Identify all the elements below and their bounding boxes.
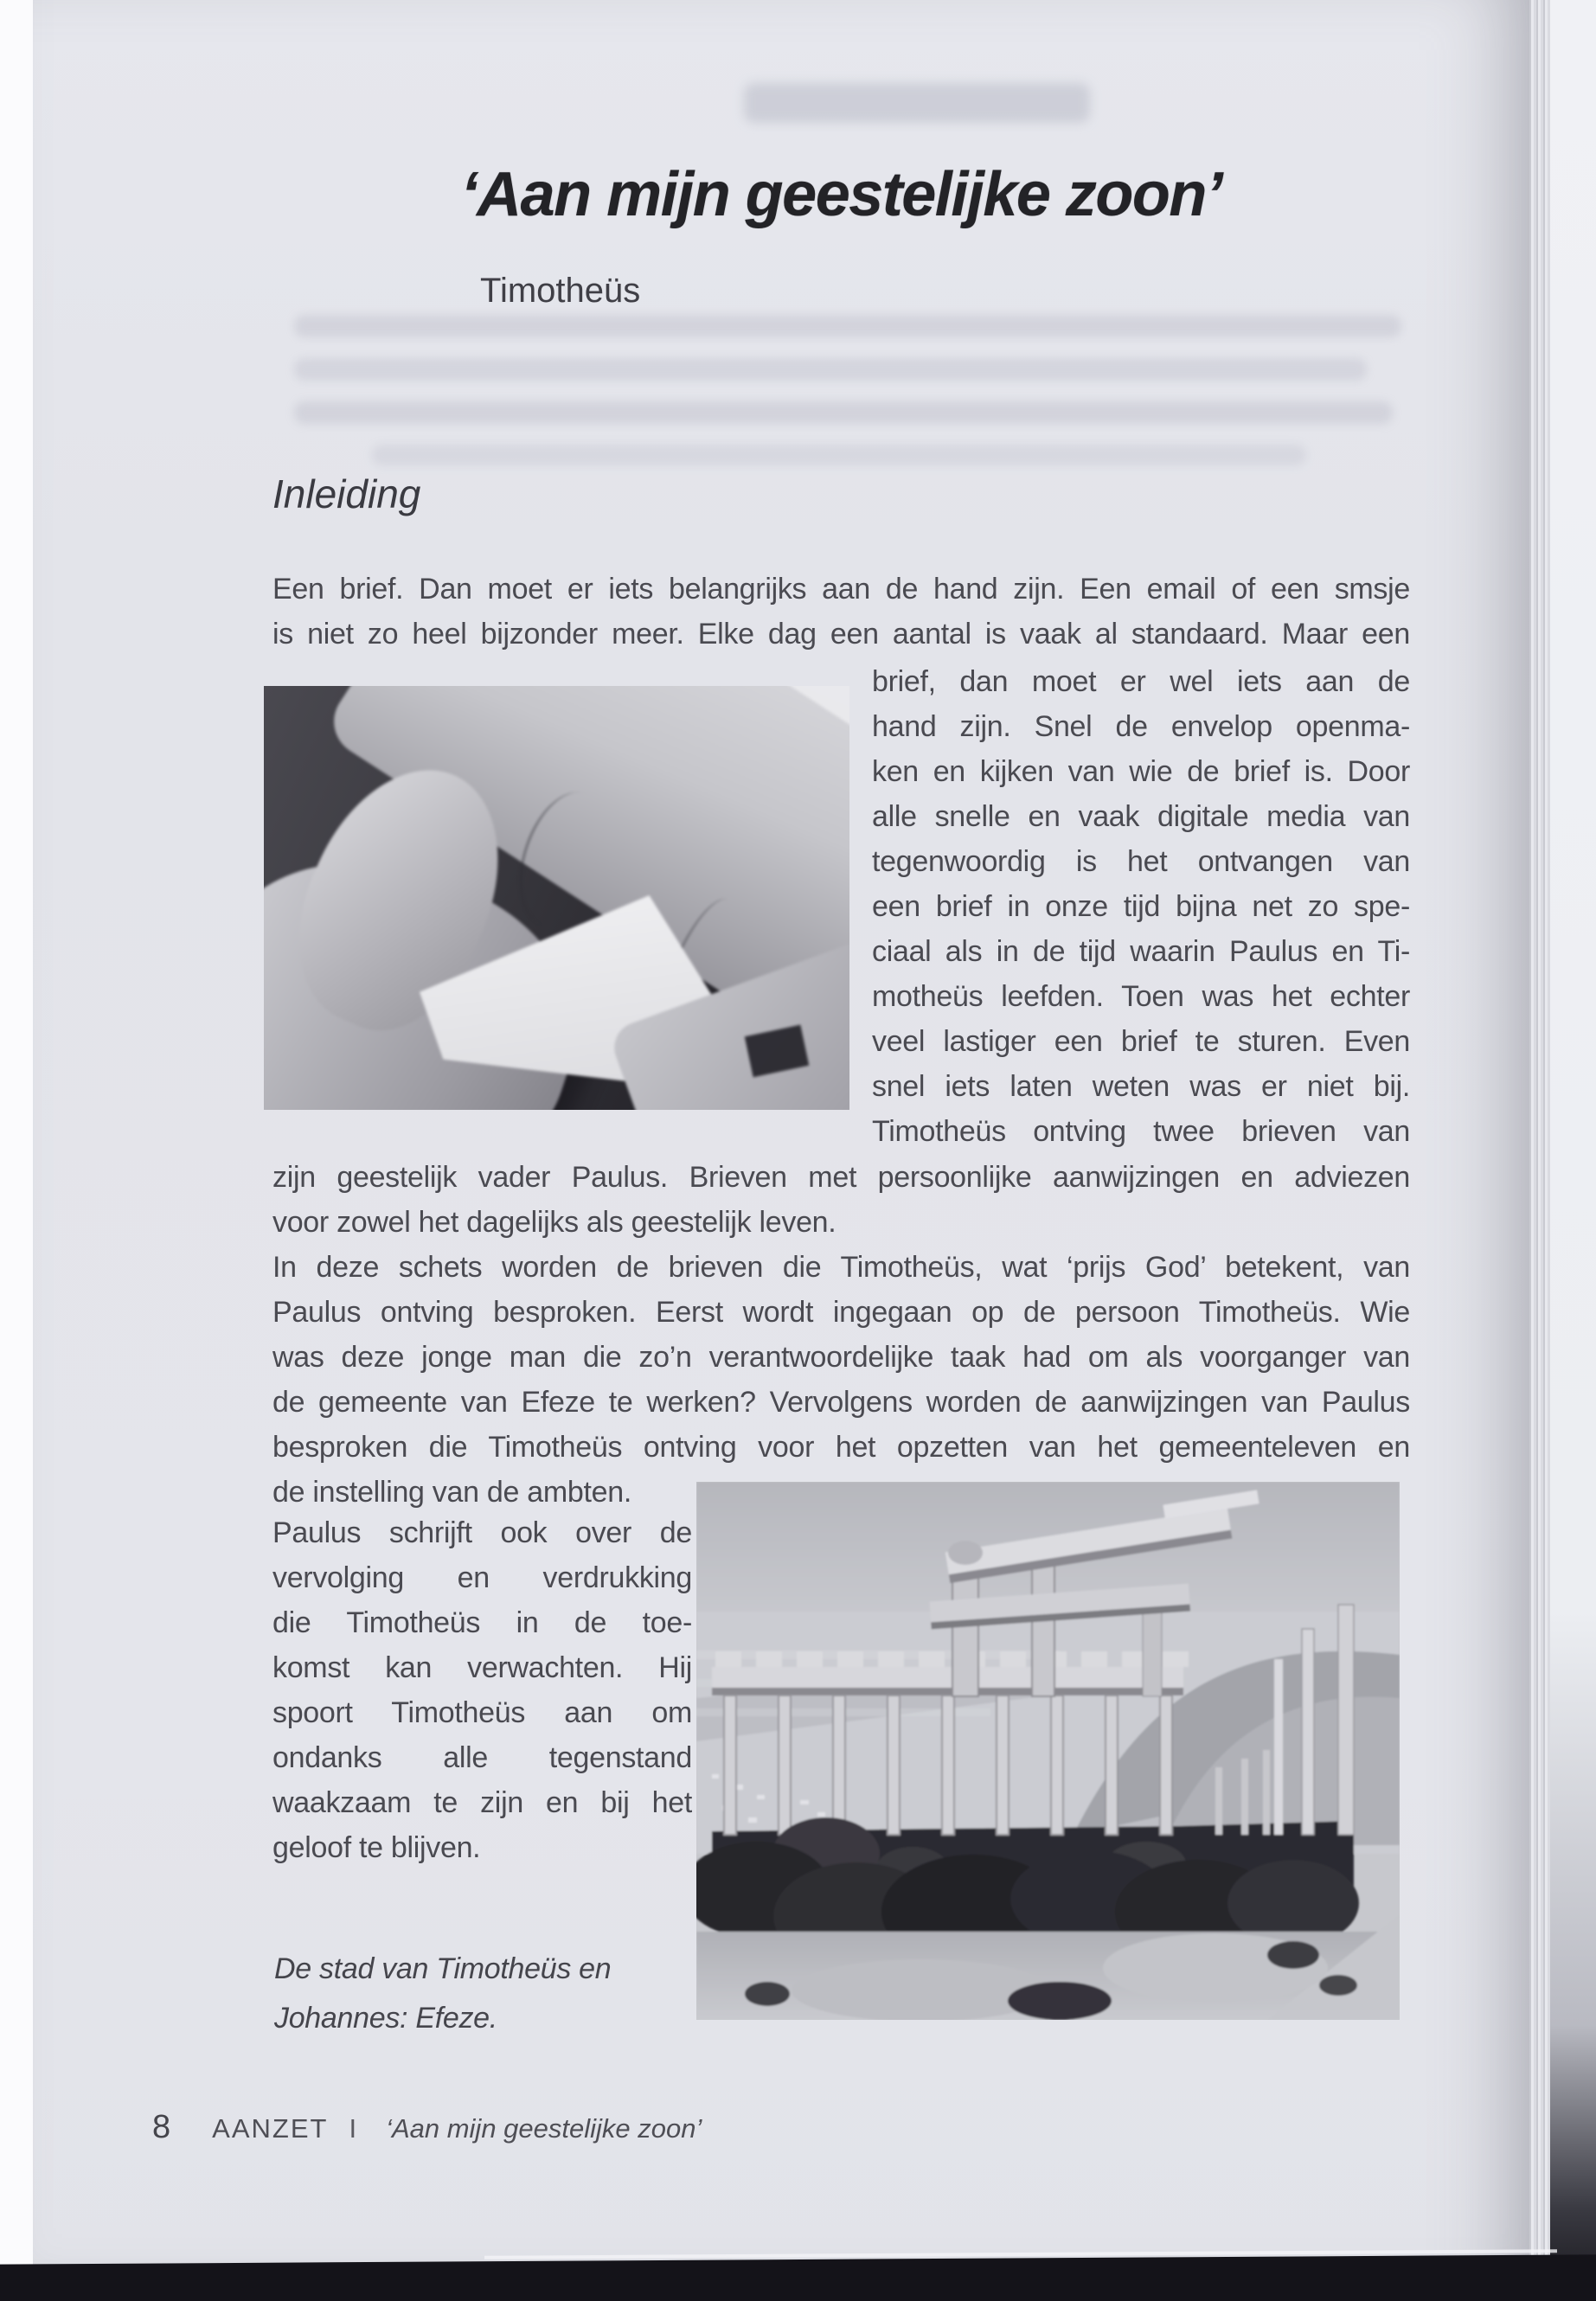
page-showthrough — [294, 401, 1393, 424]
page-showthrough — [372, 445, 1306, 465]
text-line: besproken die Timotheüs ontving voor het opzetten van het gemeenteleven en — [272, 1431, 1410, 1464]
text-line: motheüs leefden. Toen was het echter — [872, 980, 1410, 1013]
text-line: Paulus schrijft ook over de — [272, 1516, 692, 1549]
body-paragraph-intro — [272, 567, 1410, 657]
page-number: 8 — [152, 2109, 171, 2145]
text-line: is niet zo heel bijzonder meer. Elke dag een aantal is vaak al standaard. Maar een — [272, 618, 1410, 651]
text-line: zijn geestelijk vader Paulus. Brieven met persoonlijke aanwijzingen en adviezen — [272, 1161, 1410, 1194]
photo-caption — [274, 1945, 672, 2043]
text-line: geloof te blijven. — [272, 1831, 481, 1864]
text-line: Timotheüs ontving twee brieven van — [872, 1115, 1410, 1148]
page-subtitle: Timotheüs — [480, 272, 641, 310]
text-line: die Timotheüs in de toe- — [272, 1606, 692, 1639]
text-line: was deze jonge man die zo’n verantwoordelijke taak had om als voorganger van — [272, 1341, 1410, 1374]
page-showthrough — [744, 83, 1090, 123]
envelope-photo-layers — [264, 686, 849, 1110]
scan-right-margin — [1550, 0, 1596, 2301]
text-line: vervolging en verdrukking — [272, 1561, 692, 1594]
text-line: waakzaam te zijn en bij het — [272, 1786, 692, 1819]
envelope-photo — [264, 686, 849, 1110]
text-line: spoort Timotheüs aan om — [272, 1696, 692, 1729]
scan-left-margin — [0, 0, 33, 2301]
text-line: ken en kijken van wie de brief is. Door — [872, 755, 1410, 788]
text-line: Een brief. Dan moet er iets belangrijks aan de hand zijn. Een email of een smsje — [272, 573, 1410, 606]
page-footer — [152, 2109, 702, 2146]
page-title: ‘Aan mijn geestelijke zoon’ — [460, 160, 1222, 229]
book-pages-edge — [1529, 0, 1550, 2301]
publication-name: AANZET — [212, 2113, 329, 2144]
text-line: snel iets laten weten was er niet bij. — [872, 1070, 1410, 1103]
text-line: brief, dan moet er wel iets aan de — [872, 665, 1410, 698]
text-line: In deze schets worden de brieven die Timotheüs, wat ‘prijs God’ betekent, van — [272, 1251, 1410, 1284]
body-paragraph-right-column — [872, 659, 1410, 1154]
text-line: veel lastiger een brief te sturen. Even — [872, 1025, 1410, 1058]
text-line: Paulus ontving besproken. Eerst wordt ingegaan op de persoon Timotheüs. Wie — [272, 1296, 1410, 1329]
page-showthrough — [294, 315, 1401, 337]
text-line: alle snelle en vaak digitale media van — [872, 800, 1410, 833]
body-paragraph-main — [272, 1155, 1410, 1515]
colonnade — [712, 1651, 1189, 1835]
text-line: hand zijn. Snel de envelop openma- — [872, 710, 1410, 743]
ruins-photo — [696, 1482, 1400, 2020]
text-line: komst kan verwachten. Hij — [272, 1651, 692, 1684]
text-line: ciaal als in de tijd waarin Paulus en Ti- — [872, 935, 1410, 968]
ruins-photo-art — [696, 1482, 1400, 2020]
text-line: ondanks alle tegenstand — [272, 1741, 692, 1774]
text-line: een brief in onze tijd bijna net zo spe- — [872, 890, 1410, 923]
text-line: De stad van Timotheüs en — [274, 1952, 612, 1985]
page-showthrough — [294, 358, 1367, 381]
body-paragraph-left-column — [272, 1510, 692, 1870]
footer-chapter-title: ‘Aan mijn geestelijke zoon’ — [386, 2113, 702, 2144]
section-heading: Inleiding — [272, 471, 421, 516]
text-line: voor zowel het dagelijks als geestelijk leven. — [272, 1206, 836, 1239]
text-line: Johannes: Efeze. — [274, 2002, 497, 2035]
text-line: de instelling van de ambten. — [272, 1476, 631, 1509]
footer-separator: I — [349, 2113, 357, 2144]
book-page — [33, 0, 1529, 2301]
text-line: de gemeente van Efeze te werken? Vervolgens worden de aanwijzingen van Paulus — [272, 1386, 1410, 1419]
text-line: tegenwoordig is het ontvangen van — [872, 845, 1410, 878]
